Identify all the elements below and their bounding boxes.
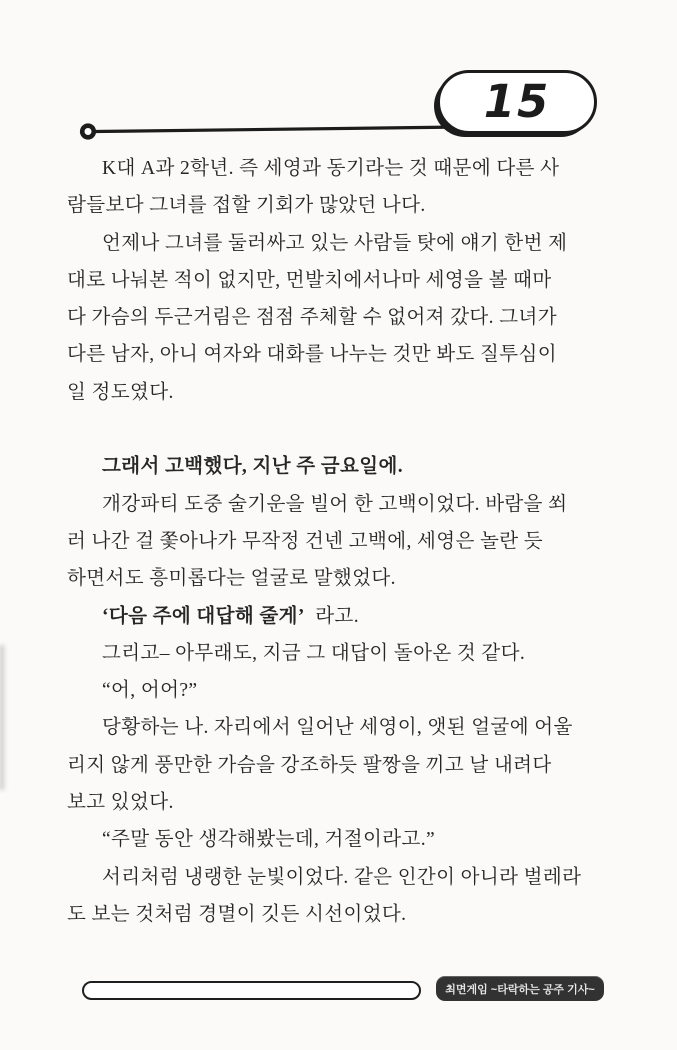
text-line: 개강파티 도중 술기운을 빌어 한 고백이었다. 바람을 쐬	[102, 493, 568, 515]
text-line: 다른 남자, 아니 여자와 대화를 나누는 것만 봐도 질투심이	[67, 344, 557, 366]
body-text	[67, 150, 619, 933]
text-line: 일 정도였다.	[67, 381, 174, 403]
text-line: 다 가슴의 두근거림은 점점 주체할 수 없어져 갔다. 그녀가	[67, 307, 557, 329]
text-line: K대 A과 2학년. 즉 세영과 동기라는 것 때문에 다른 사	[102, 158, 560, 179]
text-line: 람들보다 그녀를 접할 기회가 많았던 나다.	[67, 195, 426, 217]
blank-line	[67, 411, 619, 448]
footer-pill	[82, 981, 421, 1000]
text-line: 그래서 고백했다, 지난 주 금요일에.	[102, 456, 403, 478]
text-line: 대로 나눠본 적이 없지만, 먼발치에서나마 세영을 볼 때마	[67, 269, 552, 291]
text-line: 당황하는 나. 자리에서 일어난 세영이, 앳된 얼굴에 어울	[102, 717, 573, 739]
text-line: ‘다음 주에 대답해 줄게’ 라고.	[102, 605, 360, 627]
text-line: 하면서도 흥미롭다는 얼굴로 말했었다.	[67, 568, 396, 590]
text-line: 보고 있었다.	[67, 792, 174, 814]
text-line: 러 나간 걸 쫓아나가 무작정 건넨 고백에, 세영은 놀란 듯	[67, 530, 543, 552]
text-line: 리지 않게 풍만한 가슴을 강조하듯 팔짱을 끼고 날 내려다	[67, 754, 552, 776]
text-line: 언제나 그녀를 둘러싸고 있는 사람들 탓에 얘기 한번 제	[102, 232, 568, 254]
scan-smudge	[0, 645, 6, 790]
footer-series-title: 최면게임 ~타락하는 공주 기사~	[445, 983, 595, 996]
text-line: “어, 어어?”	[102, 680, 198, 702]
text-line: 그리고– 아무래도, 지금 그 대답이 돌아온 것 같다.	[102, 642, 526, 664]
footer-series-badge	[436, 976, 604, 1001]
chapter-tail-ring-icon	[82, 126, 94, 138]
chapter-rule-line	[95, 127, 462, 132]
text-line: “주말 동안 생각해봤는데, 거절이라고.”	[102, 829, 436, 851]
chapter-number-badge	[437, 70, 597, 134]
text-line: 서리처럼 냉랭한 눈빛이었다. 같은 인간이 아니라 벌레라	[102, 866, 582, 888]
text-line: 도 보는 것처럼 경멸이 깃든 시선이었다.	[67, 903, 407, 925]
chapter-number: 15	[483, 74, 551, 128]
